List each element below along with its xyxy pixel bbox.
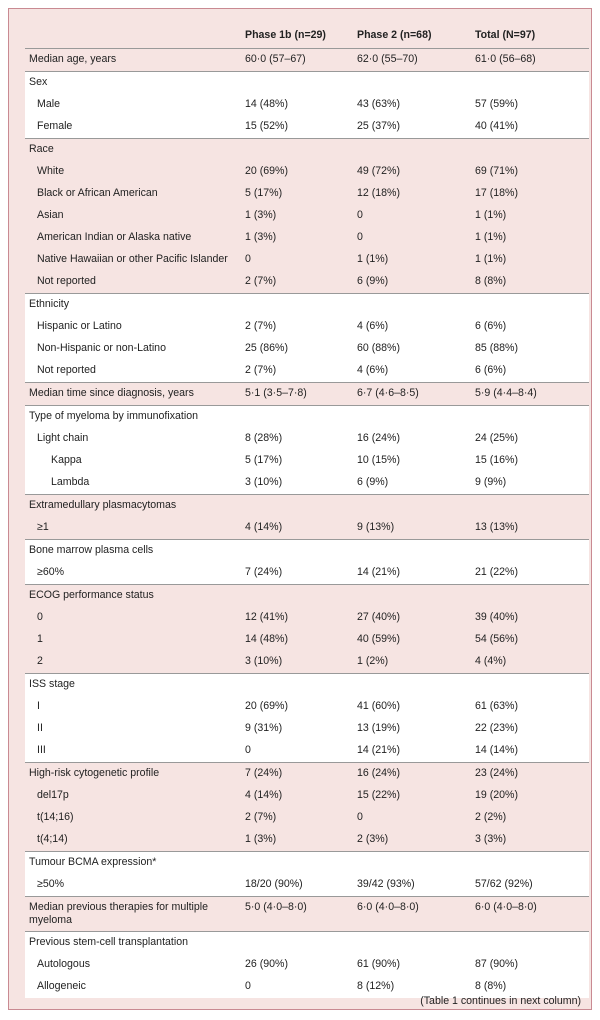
phase-1b-value: 1 (3%): [241, 205, 353, 227]
phase-2-value: 9 (13%): [353, 517, 471, 540]
total-value: 57/62 (92%): [471, 874, 589, 897]
total-value: 9 (9%): [471, 472, 589, 495]
table-row: [25, 49, 589, 72]
row-label: Median time since diagnosis, years: [25, 383, 241, 406]
row-label: II: [25, 718, 241, 740]
phase-1b-value: [241, 852, 353, 875]
table-row: [25, 205, 589, 227]
phase-2-value: 13 (19%): [353, 718, 471, 740]
table-row: [25, 495, 589, 518]
row-label: t(14;16): [25, 807, 241, 829]
total-value: 8 (8%): [471, 271, 589, 294]
row-label: ECOG performance status: [25, 585, 241, 608]
table-row: [25, 932, 589, 955]
table-row: [25, 406, 589, 429]
row-label: Not reported: [25, 360, 241, 383]
phase-2-value: 16 (24%): [353, 428, 471, 450]
phase-2-value: 1 (2%): [353, 651, 471, 674]
total-value: 61 (63%): [471, 696, 589, 718]
total-value: 13 (13%): [471, 517, 589, 540]
phase-2-value: [353, 674, 471, 697]
phase-1b-value: 0: [241, 249, 353, 271]
phase-2-value: 25 (37%): [353, 116, 471, 139]
phase-1b-value: 1 (3%): [241, 227, 353, 249]
phase-1b-value: 20 (69%): [241, 161, 353, 183]
row-label: I: [25, 696, 241, 718]
phase-1b-value: 5·0 (4·0–8·0): [241, 897, 353, 932]
table-row: [25, 472, 589, 495]
total-value: 23 (24%): [471, 763, 589, 786]
row-label: Kappa: [25, 450, 241, 472]
total-value: 54 (56%): [471, 629, 589, 651]
row-label: Type of myeloma by immunofixation: [25, 406, 241, 429]
baseline-characteristics-table: [25, 23, 589, 998]
total-value: [471, 932, 589, 955]
total-value: 3 (3%): [471, 829, 589, 852]
table-row: [25, 316, 589, 338]
phase-1b-value: 9 (31%): [241, 718, 353, 740]
total-value: 19 (20%): [471, 785, 589, 807]
total-value: 6·0 (4·0–8·0): [471, 897, 589, 932]
row-label: Lambda: [25, 472, 241, 495]
row-label: Allogeneic: [25, 976, 241, 998]
row-label: Black or African American: [25, 183, 241, 205]
phase-1b-value: 2 (7%): [241, 360, 353, 383]
row-label: Bone marrow plasma cells: [25, 540, 241, 563]
row-label: Previous stem-cell transplantation: [25, 932, 241, 955]
phase-2-value: 12 (18%): [353, 183, 471, 205]
phase-1b-value: 15 (52%): [241, 116, 353, 139]
phase-2-value: 40 (59%): [353, 629, 471, 651]
phase-1b-value: 14 (48%): [241, 629, 353, 651]
table-row: [25, 116, 589, 139]
phase-1b-value: [241, 294, 353, 317]
phase-1b-value: 2 (7%): [241, 271, 353, 294]
total-value: 1 (1%): [471, 205, 589, 227]
total-value: 1 (1%): [471, 227, 589, 249]
total-value: 24 (25%): [471, 428, 589, 450]
table-row: [25, 271, 589, 294]
table-row: [25, 785, 589, 807]
table-row: [25, 897, 589, 932]
table-row: [25, 338, 589, 360]
phase-1b-value: 0: [241, 740, 353, 763]
phase-2-value: 27 (40%): [353, 607, 471, 629]
total-value: 8 (8%): [471, 976, 589, 998]
phase-1b-value: 25 (86%): [241, 338, 353, 360]
row-label: High-risk cytogenetic profile: [25, 763, 241, 786]
total-value: [471, 72, 589, 95]
table-body: [25, 49, 589, 999]
total-value: [471, 139, 589, 162]
total-value: 87 (90%): [471, 954, 589, 976]
phase-1b-value: 2 (7%): [241, 316, 353, 338]
table-row: [25, 139, 589, 162]
phase-2-value: 6 (9%): [353, 472, 471, 495]
phase-2-value: [353, 139, 471, 162]
phase-1b-value: 7 (24%): [241, 562, 353, 585]
table-row: [25, 249, 589, 271]
total-value: 6 (6%): [471, 316, 589, 338]
phase-2-value: [353, 495, 471, 518]
phase-2-value: 39/42 (93%): [353, 874, 471, 897]
phase-2-value: [353, 932, 471, 955]
phase-2-value: [353, 585, 471, 608]
phase-1b-value: 2 (7%): [241, 807, 353, 829]
row-label: ≥60%: [25, 562, 241, 585]
row-label: Median age, years: [25, 49, 241, 72]
row-label: Light chain: [25, 428, 241, 450]
row-label: ≥50%: [25, 874, 241, 897]
row-label: ISS stage: [25, 674, 241, 697]
phase-2-value: 0: [353, 227, 471, 249]
row-label: White: [25, 161, 241, 183]
total-value: 15 (16%): [471, 450, 589, 472]
row-label: III: [25, 740, 241, 763]
table-row: [25, 585, 589, 608]
table-row: [25, 183, 589, 205]
table-row: [25, 540, 589, 563]
table-row: [25, 227, 589, 249]
total-value: 69 (71%): [471, 161, 589, 183]
phase-2-value: [353, 72, 471, 95]
phase-2-value: 0: [353, 205, 471, 227]
phase-2-value: 14 (21%): [353, 740, 471, 763]
table-row: [25, 450, 589, 472]
phase-2-value: 2 (3%): [353, 829, 471, 852]
table-row: [25, 72, 589, 95]
phase-2-value: 4 (6%): [353, 316, 471, 338]
row-label: Not reported: [25, 271, 241, 294]
row-label: Extramedullary plasmacytomas: [25, 495, 241, 518]
table-row: [25, 383, 589, 406]
total-value: [471, 852, 589, 875]
phase-1b-value: 5 (17%): [241, 450, 353, 472]
table-row: [25, 954, 589, 976]
row-label: Female: [25, 116, 241, 139]
row-label: 2: [25, 651, 241, 674]
header-cell: [25, 23, 241, 49]
phase-1b-value: 18/20 (90%): [241, 874, 353, 897]
table-footnote: (Table 1 continues in next column): [420, 995, 581, 1007]
table-row: [25, 161, 589, 183]
total-value: 17 (18%): [471, 183, 589, 205]
table-row: [25, 696, 589, 718]
phase-2-value: 14 (21%): [353, 562, 471, 585]
phase-2-value: 41 (60%): [353, 696, 471, 718]
total-value: 57 (59%): [471, 94, 589, 116]
phase-1b-value: 20 (69%): [241, 696, 353, 718]
phase-1b-value: [241, 540, 353, 563]
total-value: [471, 585, 589, 608]
phase-1b-value: 1 (3%): [241, 829, 353, 852]
table-row: [25, 428, 589, 450]
phase-1b-value: 8 (28%): [241, 428, 353, 450]
row-label: Asian: [25, 205, 241, 227]
total-value: 39 (40%): [471, 607, 589, 629]
total-value: 85 (88%): [471, 338, 589, 360]
phase-1b-value: 5·1 (3·5–7·8): [241, 383, 353, 406]
table-row: [25, 763, 589, 786]
total-value: 6 (6%): [471, 360, 589, 383]
table-container: [25, 23, 589, 1007]
table-row: [25, 718, 589, 740]
row-label: 1: [25, 629, 241, 651]
total-value: 1 (1%): [471, 249, 589, 271]
phase-2-value: 4 (6%): [353, 360, 471, 383]
phase-1b-value: [241, 139, 353, 162]
total-value: 2 (2%): [471, 807, 589, 829]
header-phase-1b: Phase 1b (n=29): [245, 28, 326, 41]
table-row: [25, 562, 589, 585]
total-value: 40 (41%): [471, 116, 589, 139]
header-total: Total (N=97): [475, 28, 536, 41]
table-row: [25, 674, 589, 697]
table-header-row: [25, 23, 589, 49]
phase-1b-value: [241, 585, 353, 608]
table-row: [25, 807, 589, 829]
phase-2-value: 8 (12%): [353, 976, 471, 998]
total-value: 22 (23%): [471, 718, 589, 740]
row-label: Ethnicity: [25, 294, 241, 317]
phase-1b-value: 4 (14%): [241, 517, 353, 540]
phase-2-value: [353, 852, 471, 875]
phase-1b-value: [241, 406, 353, 429]
phase-2-value: 16 (24%): [353, 763, 471, 786]
phase-1b-value: [241, 495, 353, 518]
phase-1b-value: 0: [241, 976, 353, 998]
table-row: [25, 607, 589, 629]
phase-2-value: 49 (72%): [353, 161, 471, 183]
phase-2-value: [353, 540, 471, 563]
phase-1b-value: 3 (10%): [241, 472, 353, 495]
total-value: 14 (14%): [471, 740, 589, 763]
row-label: del17p: [25, 785, 241, 807]
total-value: [471, 674, 589, 697]
table-row: [25, 629, 589, 651]
phase-1b-value: 60·0 (57–67): [241, 49, 353, 72]
table-row: [25, 651, 589, 674]
total-value: [471, 294, 589, 317]
total-value: 4 (4%): [471, 651, 589, 674]
row-label: Autologous: [25, 954, 241, 976]
header-phase-2: Phase 2 (n=68): [357, 28, 432, 41]
table-row: [25, 517, 589, 540]
row-label: Native Hawaiian or other Pacific Islander: [25, 249, 241, 271]
table-row: [25, 852, 589, 875]
phase-2-value: 10 (15%): [353, 450, 471, 472]
phase-1b-value: 14 (48%): [241, 94, 353, 116]
phase-2-value: 0: [353, 807, 471, 829]
phase-2-value: 6·0 (4·0–8·0): [353, 897, 471, 932]
phase-1b-value: [241, 674, 353, 697]
phase-1b-value: [241, 932, 353, 955]
phase-1b-value: 7 (24%): [241, 763, 353, 786]
row-label: Sex: [25, 72, 241, 95]
phase-1b-value: 26 (90%): [241, 954, 353, 976]
total-value: [471, 540, 589, 563]
phase-2-value: 62·0 (55–70): [353, 49, 471, 72]
table-row: [25, 294, 589, 317]
row-label: ≥1: [25, 517, 241, 540]
phase-2-value: 1 (1%): [353, 249, 471, 271]
table-row: [25, 874, 589, 897]
phase-2-value: 6·7 (4·6–8·5): [353, 383, 471, 406]
total-value: [471, 495, 589, 518]
row-label: Hispanic or Latino: [25, 316, 241, 338]
row-label: Non-Hispanic or non-Latino: [25, 338, 241, 360]
phase-1b-value: [241, 72, 353, 95]
phase-1b-value: 12 (41%): [241, 607, 353, 629]
row-label: t(4;14): [25, 829, 241, 852]
table-row: [25, 360, 589, 383]
table-row: [25, 829, 589, 852]
phase-1b-value: 5 (17%): [241, 183, 353, 205]
phase-1b-value: 3 (10%): [241, 651, 353, 674]
phase-2-value: [353, 406, 471, 429]
phase-2-value: 61 (90%): [353, 954, 471, 976]
phase-2-value: 15 (22%): [353, 785, 471, 807]
row-label: Male: [25, 94, 241, 116]
phase-2-value: 6 (9%): [353, 271, 471, 294]
phase-1b-value: 4 (14%): [241, 785, 353, 807]
row-label: Median previous therapies for multiple myeloma: [25, 897, 241, 932]
table-row: [25, 94, 589, 116]
total-value: 5·9 (4·4–8·4): [471, 383, 589, 406]
total-value: 61·0 (56–68): [471, 49, 589, 72]
row-label: 0: [25, 607, 241, 629]
total-value: 21 (22%): [471, 562, 589, 585]
row-label: American Indian or Alaska native: [25, 227, 241, 249]
phase-2-value: [353, 294, 471, 317]
table-row: [25, 740, 589, 763]
total-value: [471, 406, 589, 429]
row-label: Tumour BCMA expression*: [25, 852, 241, 875]
phase-2-value: 60 (88%): [353, 338, 471, 360]
phase-2-value: 43 (63%): [353, 94, 471, 116]
row-label: Race: [25, 139, 241, 162]
table-frame: [8, 8, 592, 1010]
